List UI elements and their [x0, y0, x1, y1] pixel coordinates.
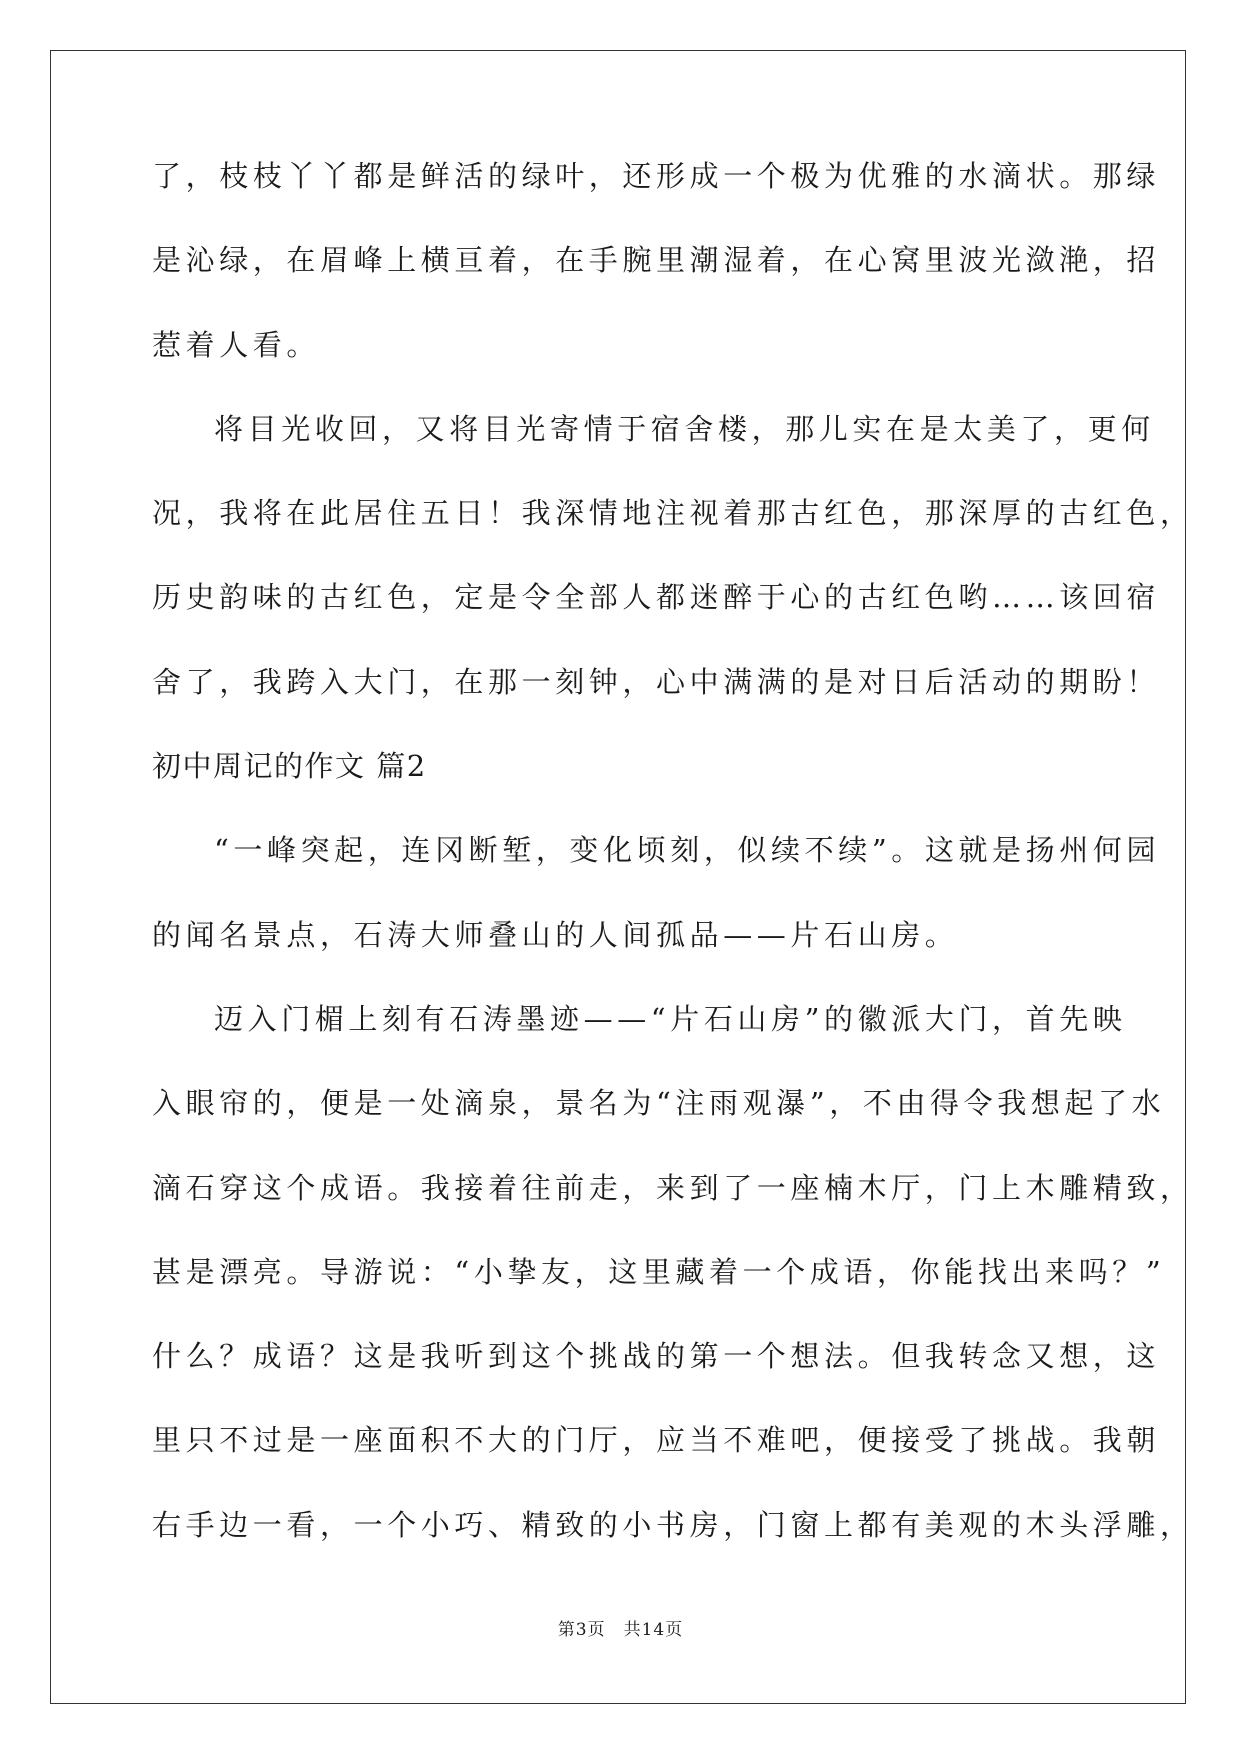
- paragraph-start-line: 将目光收回，又将目光寄情于宿舍楼，那儿实在是太美了，更何: [214, 411, 1155, 446]
- text-line: 里只不过是一座面积不大的门厅，应当不难吧，便接受了挑战。我朝: [152, 1423, 1161, 1458]
- text-line: 甚是漂亮。导游说：“小挚友，这里藏着一个成语，你能找出来吗？”: [152, 1254, 1166, 1289]
- text-line: 什么？成语？这是我听到这个挑战的第一个想法。但我转念又想，这: [152, 1339, 1161, 1374]
- page-total: 共14页: [623, 1620, 684, 1640]
- page-number: 第3页: [557, 1620, 606, 1640]
- text-line: 惹着人看。: [152, 327, 321, 362]
- text-line: 况，我将在此居住五日！我深情地注视着那古红色，那深厚的古红色，: [152, 496, 1194, 531]
- text-line: 入眼帘的，便是一处滴泉，景名为“注雨观瀑”，不由得令我想起了水: [152, 1086, 1166, 1121]
- paragraph-start-line: 迈入门楣上刻有石涛墨迹——“片石山房”的徽派大门，首先映: [214, 1001, 1127, 1036]
- text-line: 是沁绿，在眉峰上横亘着，在手腕里潮湿着，在心窝里波光潋滟，招: [152, 243, 1161, 278]
- text-line: 右手边一看，一个小巧、精致的小书房，门窗上都有美观的木头浮雕，: [152, 1507, 1194, 1542]
- text-line: 历史韵味的古红色，定是令全部人都迷醉于心的古红色哟……该回宿: [152, 580, 1161, 615]
- paragraph-start-line: “一峰突起，连冈断堑，变化顷刻，似续不续”。这就是扬州何园: [214, 833, 1161, 868]
- text-line: 滴石穿这个成语。我接着往前走，来到了一座楠木厅，门上木雕精致，: [152, 1170, 1194, 1205]
- text-line: 了，枝枝丫丫都是鲜活的绿叶，还形成一个极为优雅的水滴状。那绿: [152, 159, 1161, 193]
- text-line: 舍了，我跨入大门，在那一刻钟，心中满满的是对日后活动的期盼！: [152, 664, 1161, 699]
- page-footer: [0, 1615, 1241, 1640]
- text-line: 的闻名景点，石涛大师叠山的人间孤品——片石山房。: [152, 917, 959, 952]
- section-heading: 初中周记的作文 篇2: [152, 749, 427, 784]
- document-body: [152, 156, 1194, 1589]
